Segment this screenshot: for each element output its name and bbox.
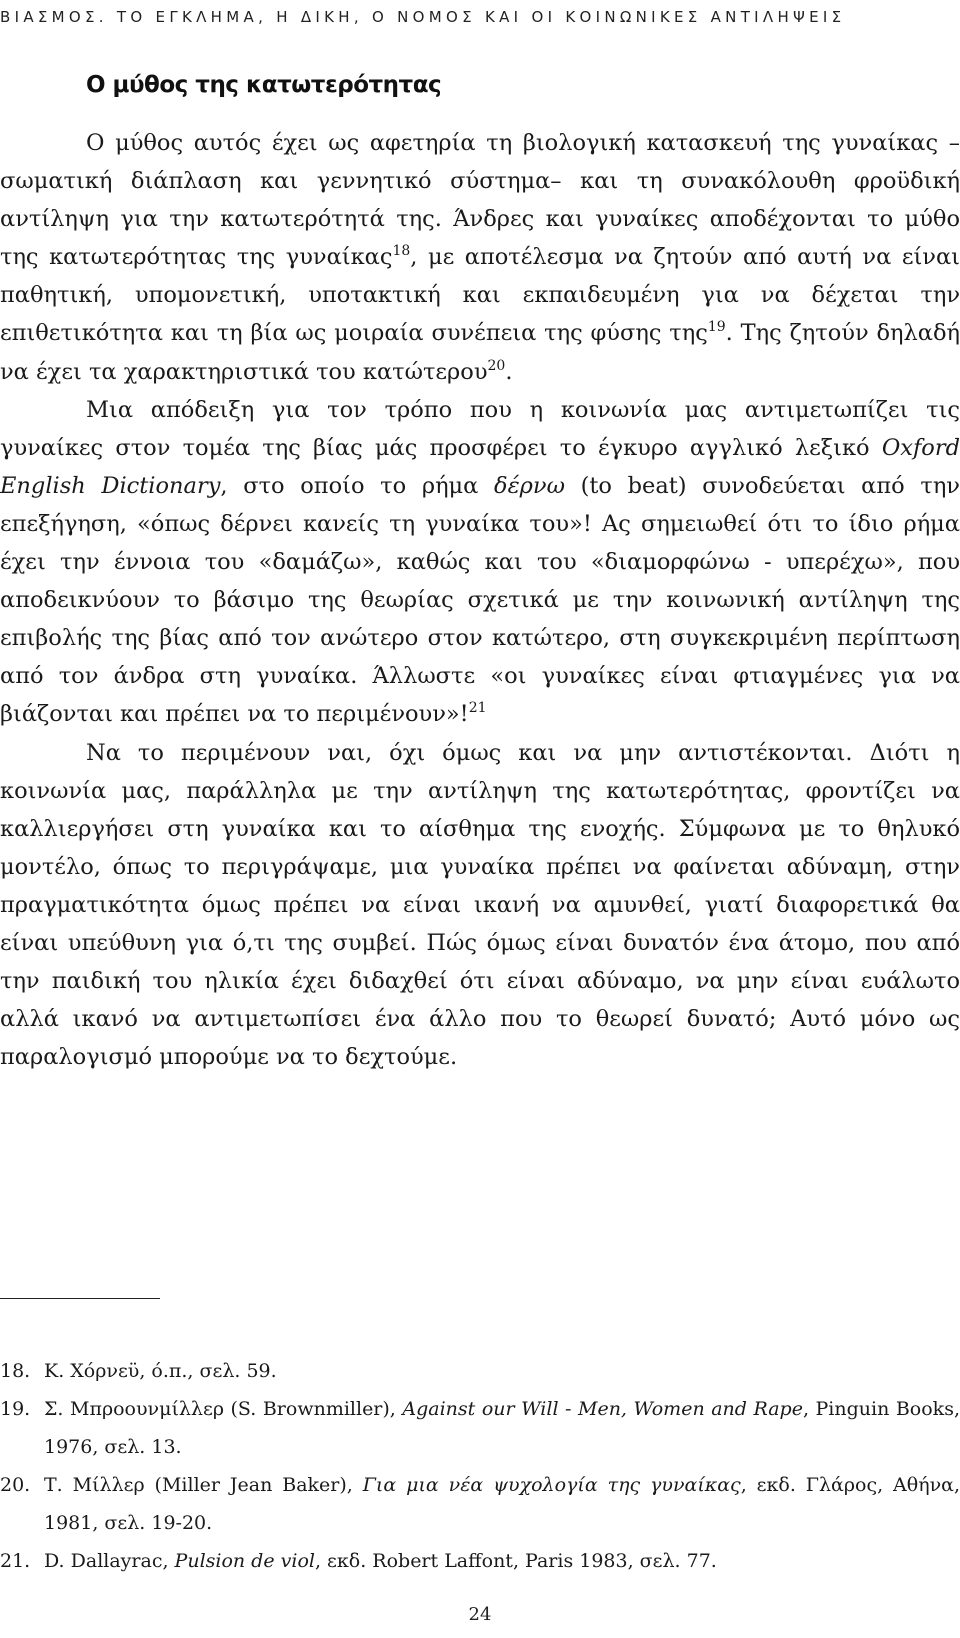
footnote-text-part: , εκδ. Γλάρος, Αθήνα, 1981, σελ. 19-20. <box>44 1474 960 1534</box>
footnote-ref-18[interactable]: 18 <box>392 243 411 260</box>
footnote-19 <box>0 1390 960 1466</box>
footnote-21 <box>0 1542 960 1580</box>
footnote-ref-19[interactable]: 19 <box>707 319 726 336</box>
footnote-text <box>44 1474 960 1534</box>
paragraph-text: . Της ζητούν δηλαδή να έχει τα χαρακτηριστικά του κατώτερου <box>0 320 960 385</box>
footnote-text: Κ. Χόρνεϋ, ό.π., σελ. 59. <box>44 1360 277 1382</box>
paragraph-text: Μια απόδειξη για τον τρόπο που η κοινωνία μας αντιμετωπίζει τις γυναίκες στον τομέα της βίας μάς προσφέρει το έγκυρο αγγλικό λεξικό <box>0 396 960 461</box>
paragraph-1 <box>0 124 960 391</box>
footnote-book-title: Pulsion de viol <box>174 1550 315 1572</box>
footnote-text-part: Σ. Μπροουνμίλλερ (S. Brownmiller), <box>44 1398 403 1420</box>
footnote-number: 19. <box>0 1398 31 1420</box>
footnotes <box>0 1352 960 1580</box>
body-text <box>0 124 960 1076</box>
footnote-text-part: , εκδ. Robert Laffont, Paris 1983, σελ. 77. <box>314 1550 717 1572</box>
paragraph-text: , στο οποίο το ρήμα <box>220 472 495 499</box>
page-number: 24 <box>468 1604 492 1625</box>
footnote-book-title: Για μια νέα ψυχολογία της γυναίκας <box>362 1474 741 1496</box>
paragraph-text: , με αποτέλεσμα να ζητούν από αυτή να είναι παθητική, υπομονετική, υποτακτική και εκπαιδευμένη για να δέχεται την επιθετικότητα και τη βία ως μοιραία συνέπεια της φύσης της <box>0 244 960 347</box>
footnote-divider <box>0 1298 160 1299</box>
running-head: ΒΙΑΣΜΟΣ. ΤΟ ΕΓΚΛΗΜΑ, Η ΔΙΚΗ, Ο ΝΟΜΟΣ ΚΑΙ ΟΙ ΚΟΙΝΩΝΙΚΕΣ ΑΝΤΙΛΗΨΕΙΣ <box>0 8 846 26</box>
paragraph-text: . <box>505 358 513 385</box>
paragraph-text: Να το περιμένουν ναι, όχι όμως και να μην αντιστέκονται. Διότι η κοινωνία μας, παράλληλα με την αντίληψη της κατωτερότητας, φροντίζει να καλλιεργήσει στη γυναίκα και το αίσθημα της ενοχής. Σύμφωνα με το θηλυκό μοντέλο, όπως το περιγράψαμε, μια γυναίκα πρέπει να φαίνεται αδύναμη, στην πραγματικότητα όμως πρέπει να είναι ικανή να αμυνθεί, γιατί διαφορετικά θα είναι υπεύθυνη για ό,τι της συμβεί. Πώς όμως είναι δυνατόν ένα άτομο, που από την παιδική του ηλικία έχει διδαχθεί ότι είναι αδύναμο, να μην είναι ευάλωτο αλλά ικανό να αντιμετωπίσει ένα άλλο που το θεωρεί δυνατό; Αυτό μόνο ως παραλογισμό μπορούμε να το δεχτούμε. <box>0 739 960 1071</box>
footnote-text-part: , Pinguin Books, 1976, σελ. 13. <box>44 1398 960 1458</box>
italic-dictionary-title: Oxford English Dictionary <box>0 434 960 499</box>
footnote-20 <box>0 1466 960 1542</box>
footnote-number: 18. <box>0 1360 31 1382</box>
paragraph-text: (to beat) συνοδεύεται από την επεξήγηση, «όπως δέρνει κανείς τη γυναίκα του»! Ας σημειωθεί ότι το ίδιο ρήμα έχει την έννοια του «δαμάζω», καθώς και του «διαμορφώνω - υπερέχω», που αποδεικνύουν το βάσιμο της θεωρίας σχετικά με την κοινωνική αντίληψη της επιβολής της βίας από τον ανώτερο στον κατώτερο, στη συγκεκριμένη περίπτωση από τον άνδρα στη γυναίκα. Άλλωστε «οι γυναίκες είναι φτιαγμένες για να βιάζονται και πρέπει να το περιμένουν»! <box>0 472 960 728</box>
footnote-number: 20. <box>0 1474 31 1496</box>
paragraph-text: Ο μύθος αυτός έχει ως αφετηρία τη βιολογική κατασκευή της γυναίκας –σωματική διάπλαση και γεννητικό σύστημα– και τη συνακόλουθη φροϋδική αντίληψη για την κατωτερότητά της. Άνδρες και γυναίκες αποδέχονται το μύθο της κατωτερότητας της γυναίκας <box>0 130 960 271</box>
footnote-18 <box>0 1352 960 1390</box>
footnote-text <box>44 1398 960 1458</box>
footnote-text <box>44 1550 717 1572</box>
footnote-ref-21[interactable]: 21 <box>468 700 487 717</box>
section-title: Ο μύθος της κατωτερότητας <box>86 72 442 98</box>
footnote-book-title: Against our Will - Men, Women and Rape <box>402 1398 803 1420</box>
paragraph-3 <box>0 734 960 1077</box>
footnote-text-part: D. Dallayrac, <box>44 1550 175 1572</box>
paragraph-2 <box>0 391 960 734</box>
footnote-number: 21. <box>0 1550 31 1572</box>
footnote-ref-20[interactable]: 20 <box>487 357 506 374</box>
italic-verb: δέρνω <box>494 472 565 499</box>
footnote-text-part: Τ. Μίλλερ (Miller Jean Baker), <box>44 1474 363 1496</box>
